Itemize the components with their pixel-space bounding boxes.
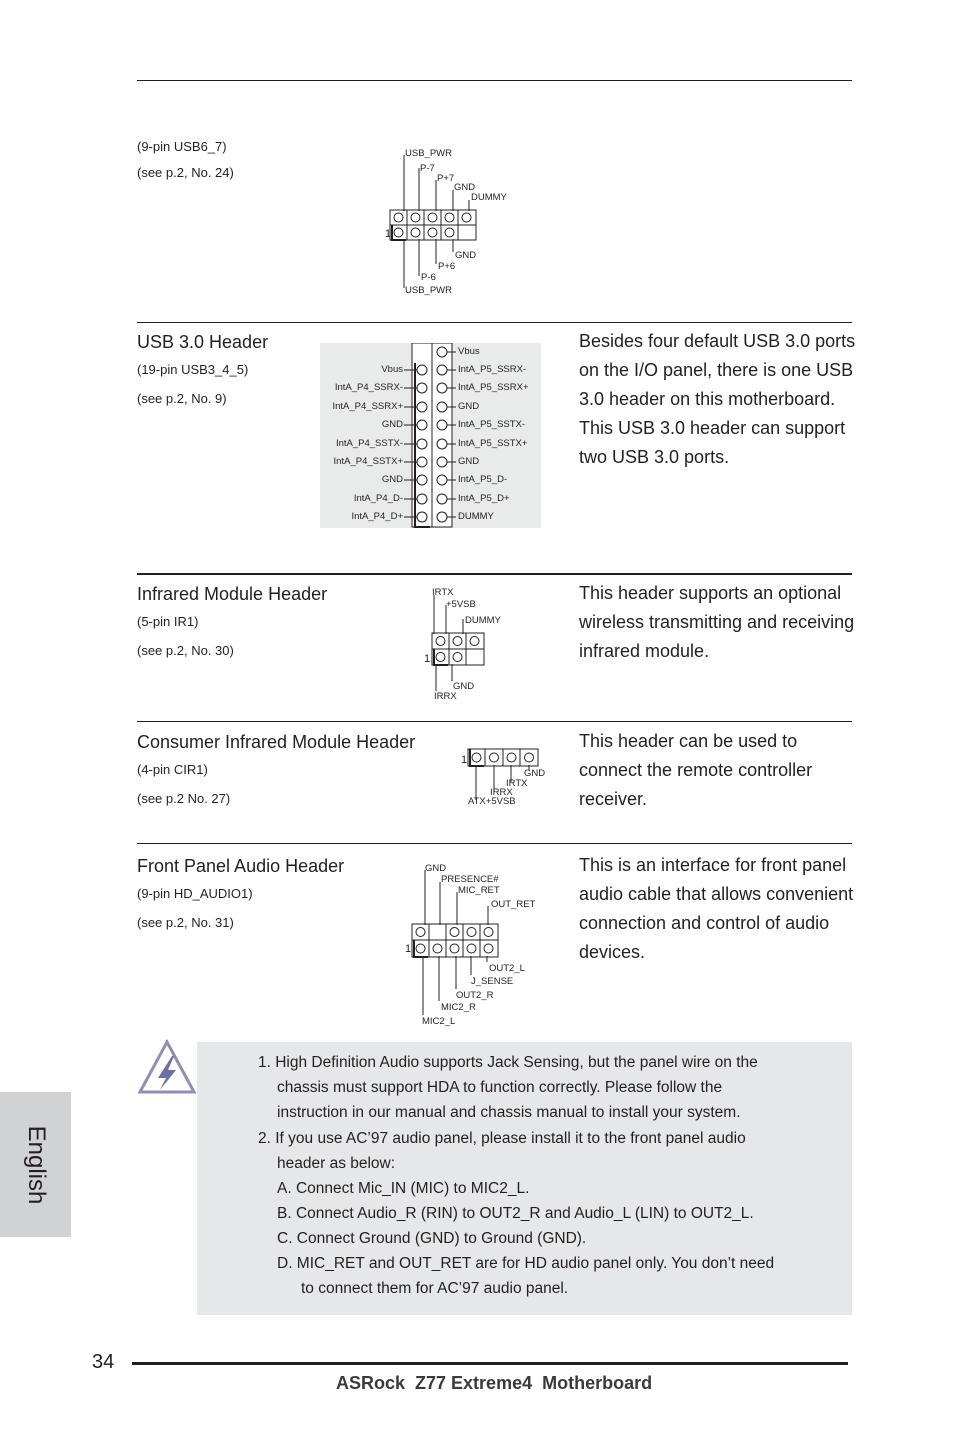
usb30-subtitle: (19-pin USB3_4_5) — [137, 362, 249, 377]
ir-pin-label: DUMMY — [465, 615, 501, 626]
usb30-right-pin: GND — [458, 401, 480, 412]
usb30-right-pin: Vbus — [458, 346, 480, 357]
audio-pin-label: OUT2_L — [489, 963, 525, 974]
usb67-pin-diagram — [380, 140, 540, 300]
usb30-title: USB 3.0 Header — [137, 332, 269, 352]
note-line: chassis must support HDA to function correctly. Please follow the — [277, 1079, 723, 1096]
audio-pin-label: MIC_RET — [458, 885, 500, 896]
cir-pin-label: IRRX — [490, 787, 513, 798]
usb67-reference: (see p.2, No. 24) — [137, 165, 234, 180]
note-line: to connect them for AC’97 audio panel. — [301, 1280, 569, 1297]
usb30-left-pin: IntA_P4_D- — [353, 493, 403, 504]
ir-pin-label: IRRX — [434, 691, 457, 702]
usb67-pin-label: USB_PWR — [405, 148, 452, 159]
usb67-pin-label: P+6 — [438, 261, 456, 272]
usb30-left-pin: IntA_P4_SSTX- — [335, 438, 403, 449]
audio-title: Front Panel Audio Header — [137, 856, 345, 876]
usb30-reference: (see p.2, No. 9) — [137, 391, 227, 406]
section-divider — [137, 573, 852, 575]
audio-subtitle: (9-pin HD_AUDIO1) — [137, 886, 253, 901]
page-number: 34 — [92, 1351, 115, 1373]
ir-pin-one: 1 — [424, 653, 431, 665]
audio-description: This is an interface for front panel audio cable that allows convenient connection and control of audio devices. — [579, 855, 854, 962]
cir-pin-one: 1 — [461, 754, 468, 766]
usb30-left-pin: GND — [381, 474, 403, 485]
cir-pin-label: IRTX — [506, 778, 528, 789]
usb30-left-pin: Vbus — [381, 364, 403, 375]
note-line: 1. High Definition Audio supports Jack Sensing, but the panel wire on the — [258, 1054, 758, 1071]
caution-lightning-icon — [136, 1038, 198, 1098]
section-divider — [137, 322, 852, 323]
ir-pin-label: IRTX — [432, 587, 454, 598]
ir-title: Infrared Module Header — [137, 584, 328, 604]
section-divider — [137, 843, 852, 844]
usb30-left-pin: IntA_P4_SSTX+ — [333, 456, 403, 467]
usb30-right-pin: IntA_P5_D+ — [458, 493, 510, 504]
language-tab — [0, 1092, 71, 1237]
audio-pin-label: MIC2_R — [441, 1002, 476, 1013]
usb67-pin-label: P-7 — [420, 163, 435, 174]
audio-pin-label: OUT2_R — [456, 990, 494, 1001]
note-box — [197, 1042, 852, 1315]
usb67-pin-label: GND — [455, 250, 477, 261]
cir-pin-diagram — [458, 744, 558, 810]
usb30-right-pin: DUMMY — [458, 511, 494, 522]
usb30-pin-diagram — [320, 343, 541, 528]
usb30-right-pin: IntA_P5_SSTX+ — [458, 438, 528, 449]
ir-pin-label: GND — [453, 681, 475, 692]
audio-pin-label: GND — [425, 863, 447, 874]
note-line: 2. If you use AC’97 audio panel, please install it to the front panel audio — [258, 1130, 746, 1147]
footer-rule — [132, 1362, 848, 1365]
note-line: header as below: — [277, 1155, 396, 1172]
note-line: A. Connect Mic_IN (MIC) to MIC2_L. — [277, 1180, 530, 1197]
ir-subtitle: (5-pin IR1) — [137, 614, 199, 629]
note-line: instruction in our manual and chassis manual to install your system. — [277, 1104, 741, 1121]
audio-pin-label: MIC2_L — [422, 1016, 456, 1027]
usb67-subtitle: (9-pin USB6_7) — [137, 139, 227, 154]
cir-description: This header can be used to connect the remote controller receiver. — [579, 731, 813, 809]
ir-pin-diagram — [420, 585, 540, 705]
section-divider — [137, 721, 852, 722]
usb67-pin-label: P-6 — [421, 272, 436, 283]
audio-pin-label: OUT_RET — [491, 899, 536, 910]
usb30-description: Besides four default USB 3.0 ports on the I/O panel, there is one USB 3.0 header on this motherboard. This USB 3.0 header can support two USB 3.0 ports. — [579, 331, 856, 467]
audio-pin-one: 1 — [405, 943, 412, 955]
usb30-right-pin: IntA_P5_D- — [458, 474, 508, 485]
usb30-right-pin: IntA_P5_SSTX- — [458, 419, 526, 430]
usb30-left-pin: IntA_P4_SSRX+ — [332, 401, 403, 412]
language-tab-label: English — [22, 1125, 50, 1204]
note-line: C. Connect Ground (GND) to Ground (GND). — [277, 1230, 587, 1247]
ir-pin-label: +5VSB — [446, 599, 476, 610]
ir-description: This header supports an optional wireless transmitting and receiving infrared module. — [579, 583, 855, 661]
usb30-left-pin: IntA_P4_D+ — [351, 511, 403, 522]
usb30-left-pin: IntA_P4_SSRX- — [334, 382, 403, 393]
cir-pin-label: GND — [524, 768, 546, 779]
audio-pin-diagram — [400, 858, 540, 1030]
cir-title: Consumer Infrared Module Header — [137, 732, 416, 752]
cir-pin-label: ATX+5VSB — [468, 796, 516, 807]
audio-pin-label: PRESENCE# — [441, 874, 499, 885]
note-line: B. Connect Audio_R (RIN) to OUT2_R and Audio_L (LIN) to OUT2_L. — [277, 1205, 754, 1222]
usb67-pin-label: USB_PWR — [405, 285, 452, 296]
top-rule — [137, 80, 852, 81]
audio-reference: (see p.2, No. 31) — [137, 915, 234, 930]
usb30-right-pin: GND — [458, 456, 480, 467]
usb67-pin-label: DUMMY — [471, 192, 507, 203]
usb67-pin-one: 1 — [385, 228, 392, 240]
note-line: D. MIC_RET and OUT_RET are for HD audio panel only. You don’t need — [277, 1255, 775, 1272]
audio-pin-label: J_SENSE — [471, 976, 514, 987]
ir-reference: (see p.2, No. 30) — [137, 643, 234, 658]
cir-subtitle: (4-pin CIR1) — [137, 762, 208, 777]
usb30-right-pin: IntA_P5_SSRX- — [458, 364, 527, 375]
usb67-pin-label: GND — [454, 182, 476, 193]
cir-reference: (see p.2 No. 27) — [137, 791, 231, 806]
usb67-pin-label: P+7 — [437, 173, 455, 184]
footer-product-name: ASRock Z77 Extreme4 Motherboard — [336, 1373, 653, 1393]
usb30-right-pin: IntA_P5_SSRX+ — [458, 382, 529, 393]
usb30-left-pin: GND — [381, 419, 403, 430]
